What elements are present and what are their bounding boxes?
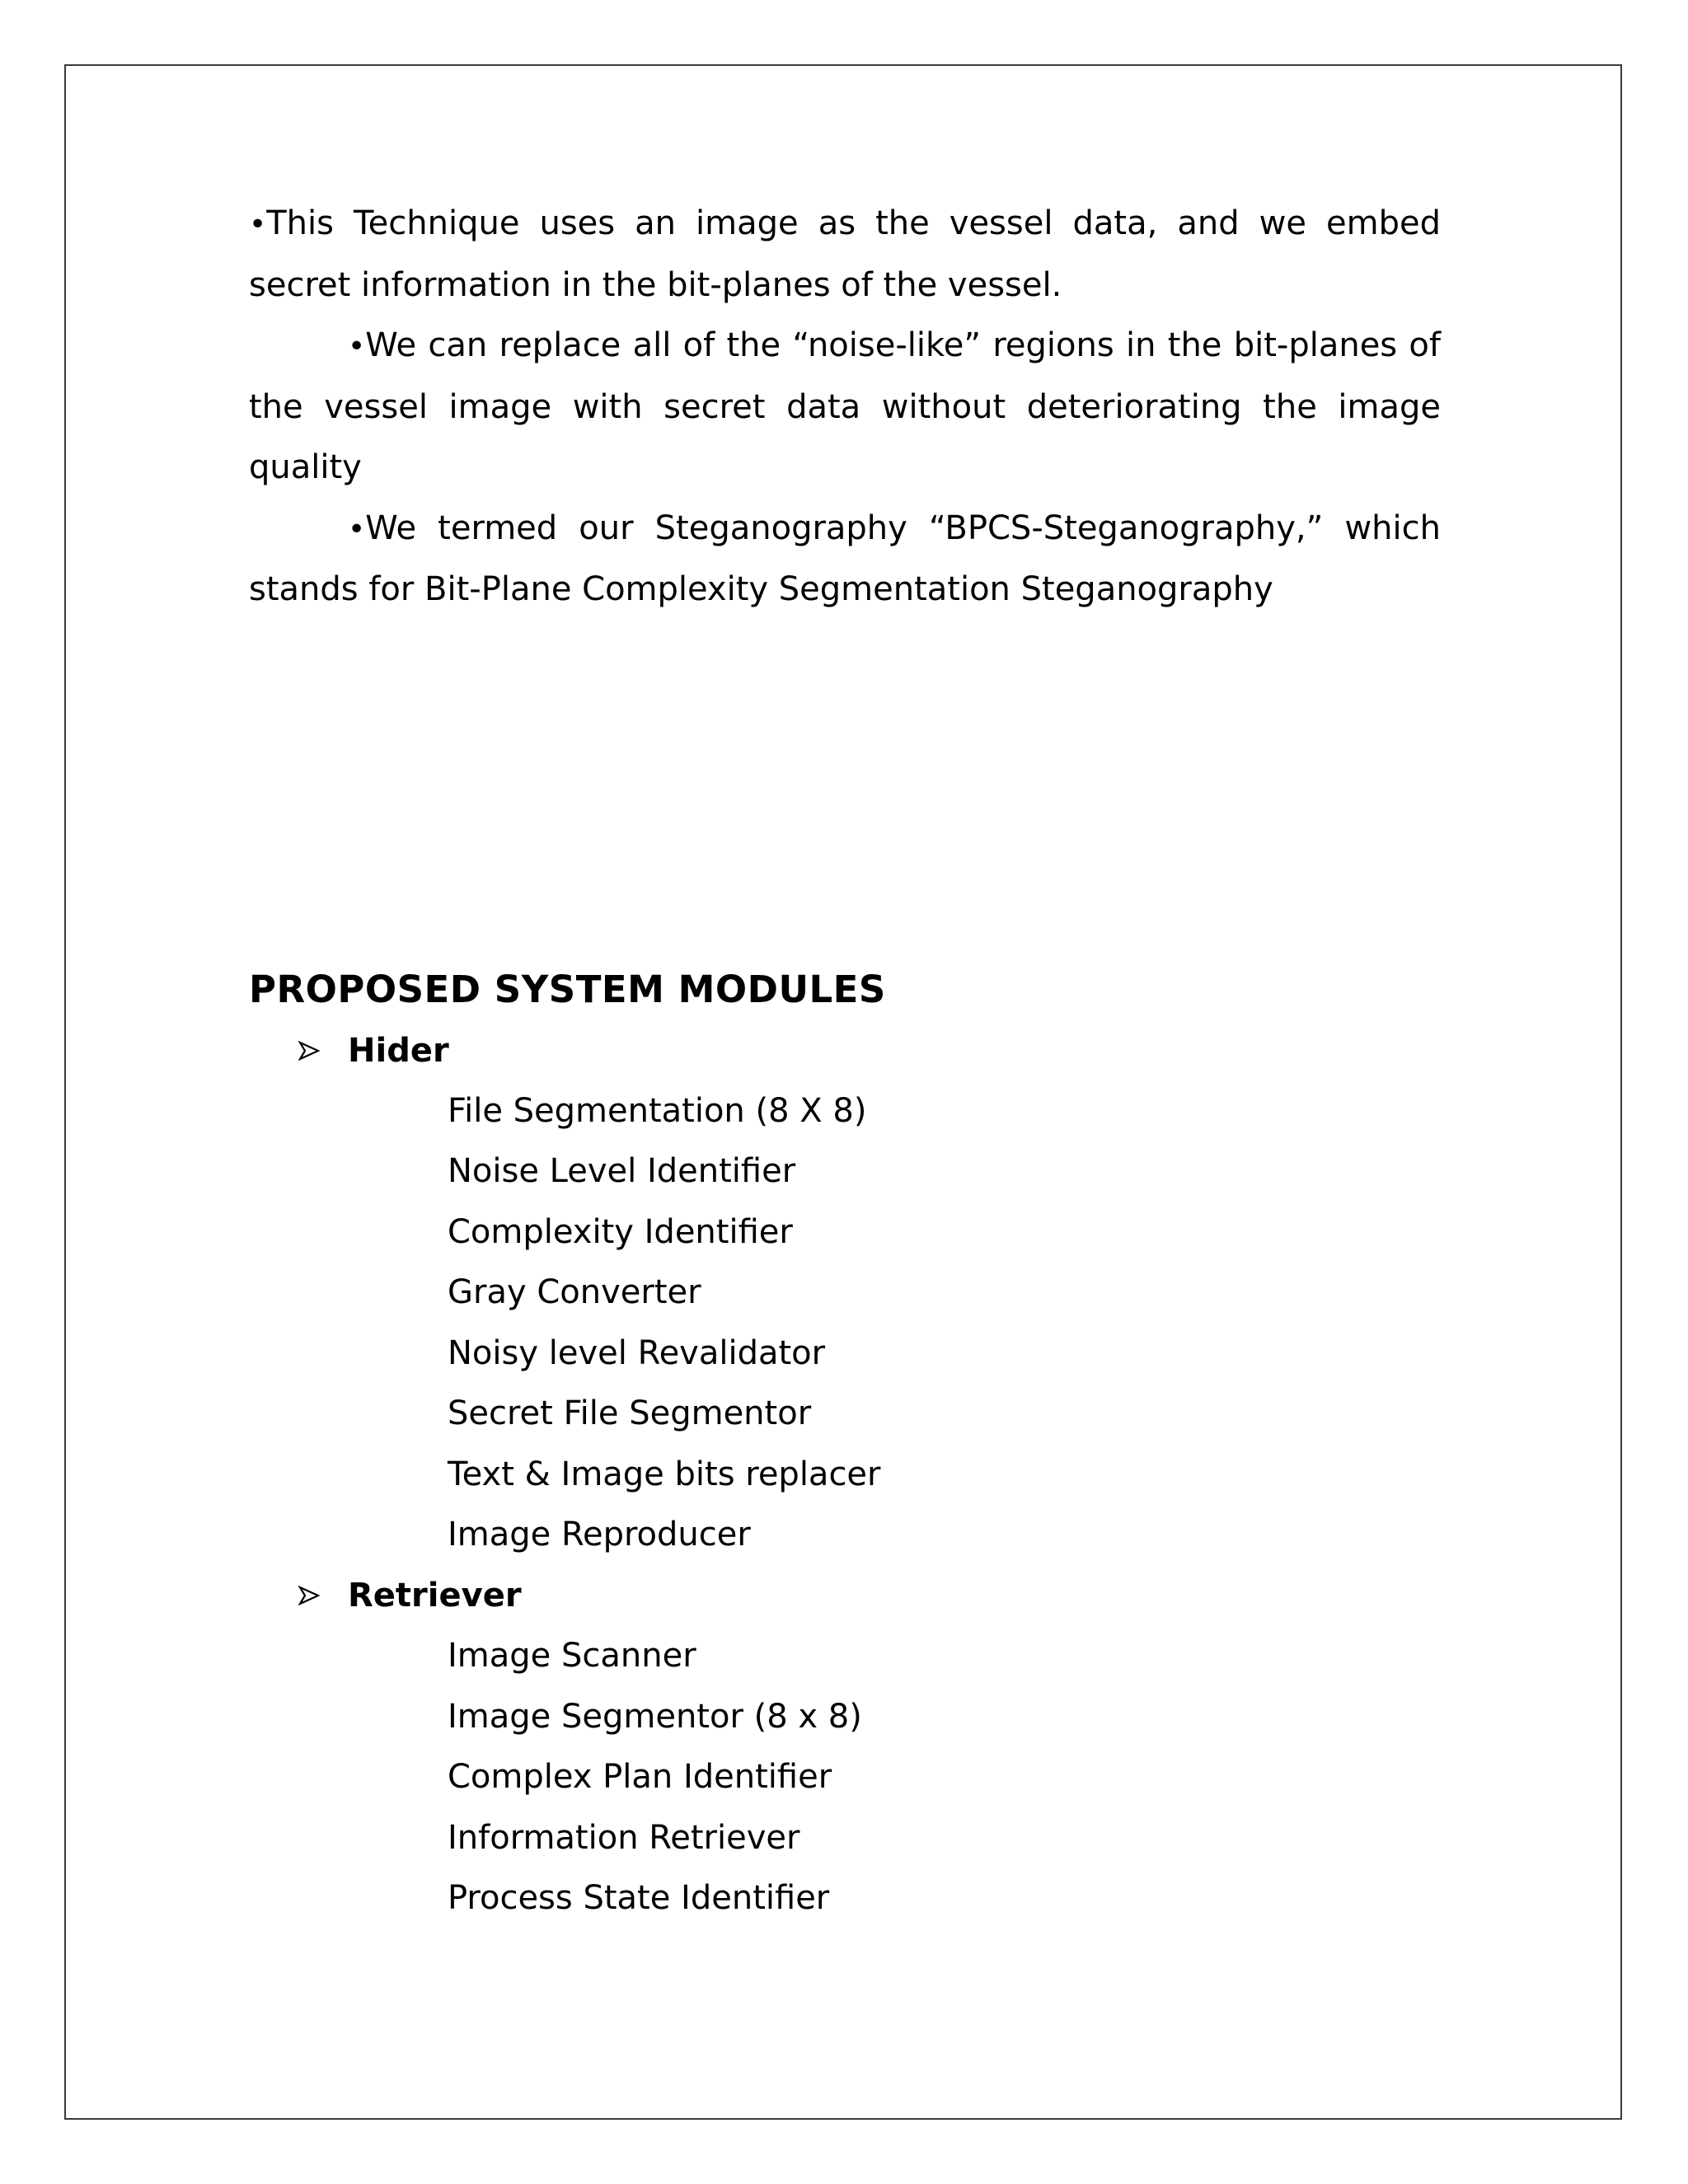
list-item: Image Reproducer: [448, 1516, 751, 1554]
list-item: Noisy level Revalidator: [448, 1333, 826, 1372]
list-item: Complex Plan Identifier: [448, 1758, 832, 1796]
list-item: Gray Converter: [448, 1273, 701, 1311]
list-item: Process State Identifier: [448, 1879, 830, 1917]
modules-section: [249, 958, 1441, 1929]
section-title: PROPOSED SYSTEM MODULES: [249, 968, 886, 1011]
group-retriever: [298, 1566, 1441, 1627]
intro-paragraph-1: •This Technique uses an image as the vessel data, and we embed secret information in the bit-planes of the vessel.: [249, 204, 1441, 304]
list-item: Secret File Segmentor: [448, 1394, 812, 1432]
intro-paragraph-3: •We termed our Steganography “BPCS-Steganography,” which stands for Bit-Plane Complexity Segmentation Steganography: [249, 509, 1441, 608]
list-item: Noise Level Identifier: [448, 1152, 796, 1190]
bullet-icon: •: [348, 512, 366, 546]
intro-paragraph-2: •We can replace all of the “noise-like” regions in the bit-planes of the vessel image with secret data without deteriorating the image quality: [249, 326, 1441, 486]
list-item: File Segmentation (8 X 8): [448, 1091, 867, 1130]
group-hider: [298, 1020, 1441, 1081]
intro-section: [249, 194, 1441, 621]
list-item: Information Retriever: [448, 1818, 800, 1857]
list-item: Image Scanner: [448, 1637, 696, 1675]
retriever-items: [249, 1626, 1441, 1929]
list-item: Image Segmentor (8 x 8): [448, 1697, 862, 1736]
bullet-icon: •: [348, 330, 366, 363]
arrow-bullet-icon: [298, 1040, 320, 1062]
list-item: Complexity Identifier: [448, 1212, 793, 1251]
arrow-bullet-icon: [298, 1585, 320, 1606]
group-label-retriever: Retriever: [348, 1577, 522, 1615]
group-label-hider: Hider: [348, 1031, 449, 1070]
hider-items: [249, 1081, 1441, 1566]
list-item: Text & Image bits replacer: [448, 1455, 881, 1493]
bullet-icon: •: [249, 208, 267, 241]
